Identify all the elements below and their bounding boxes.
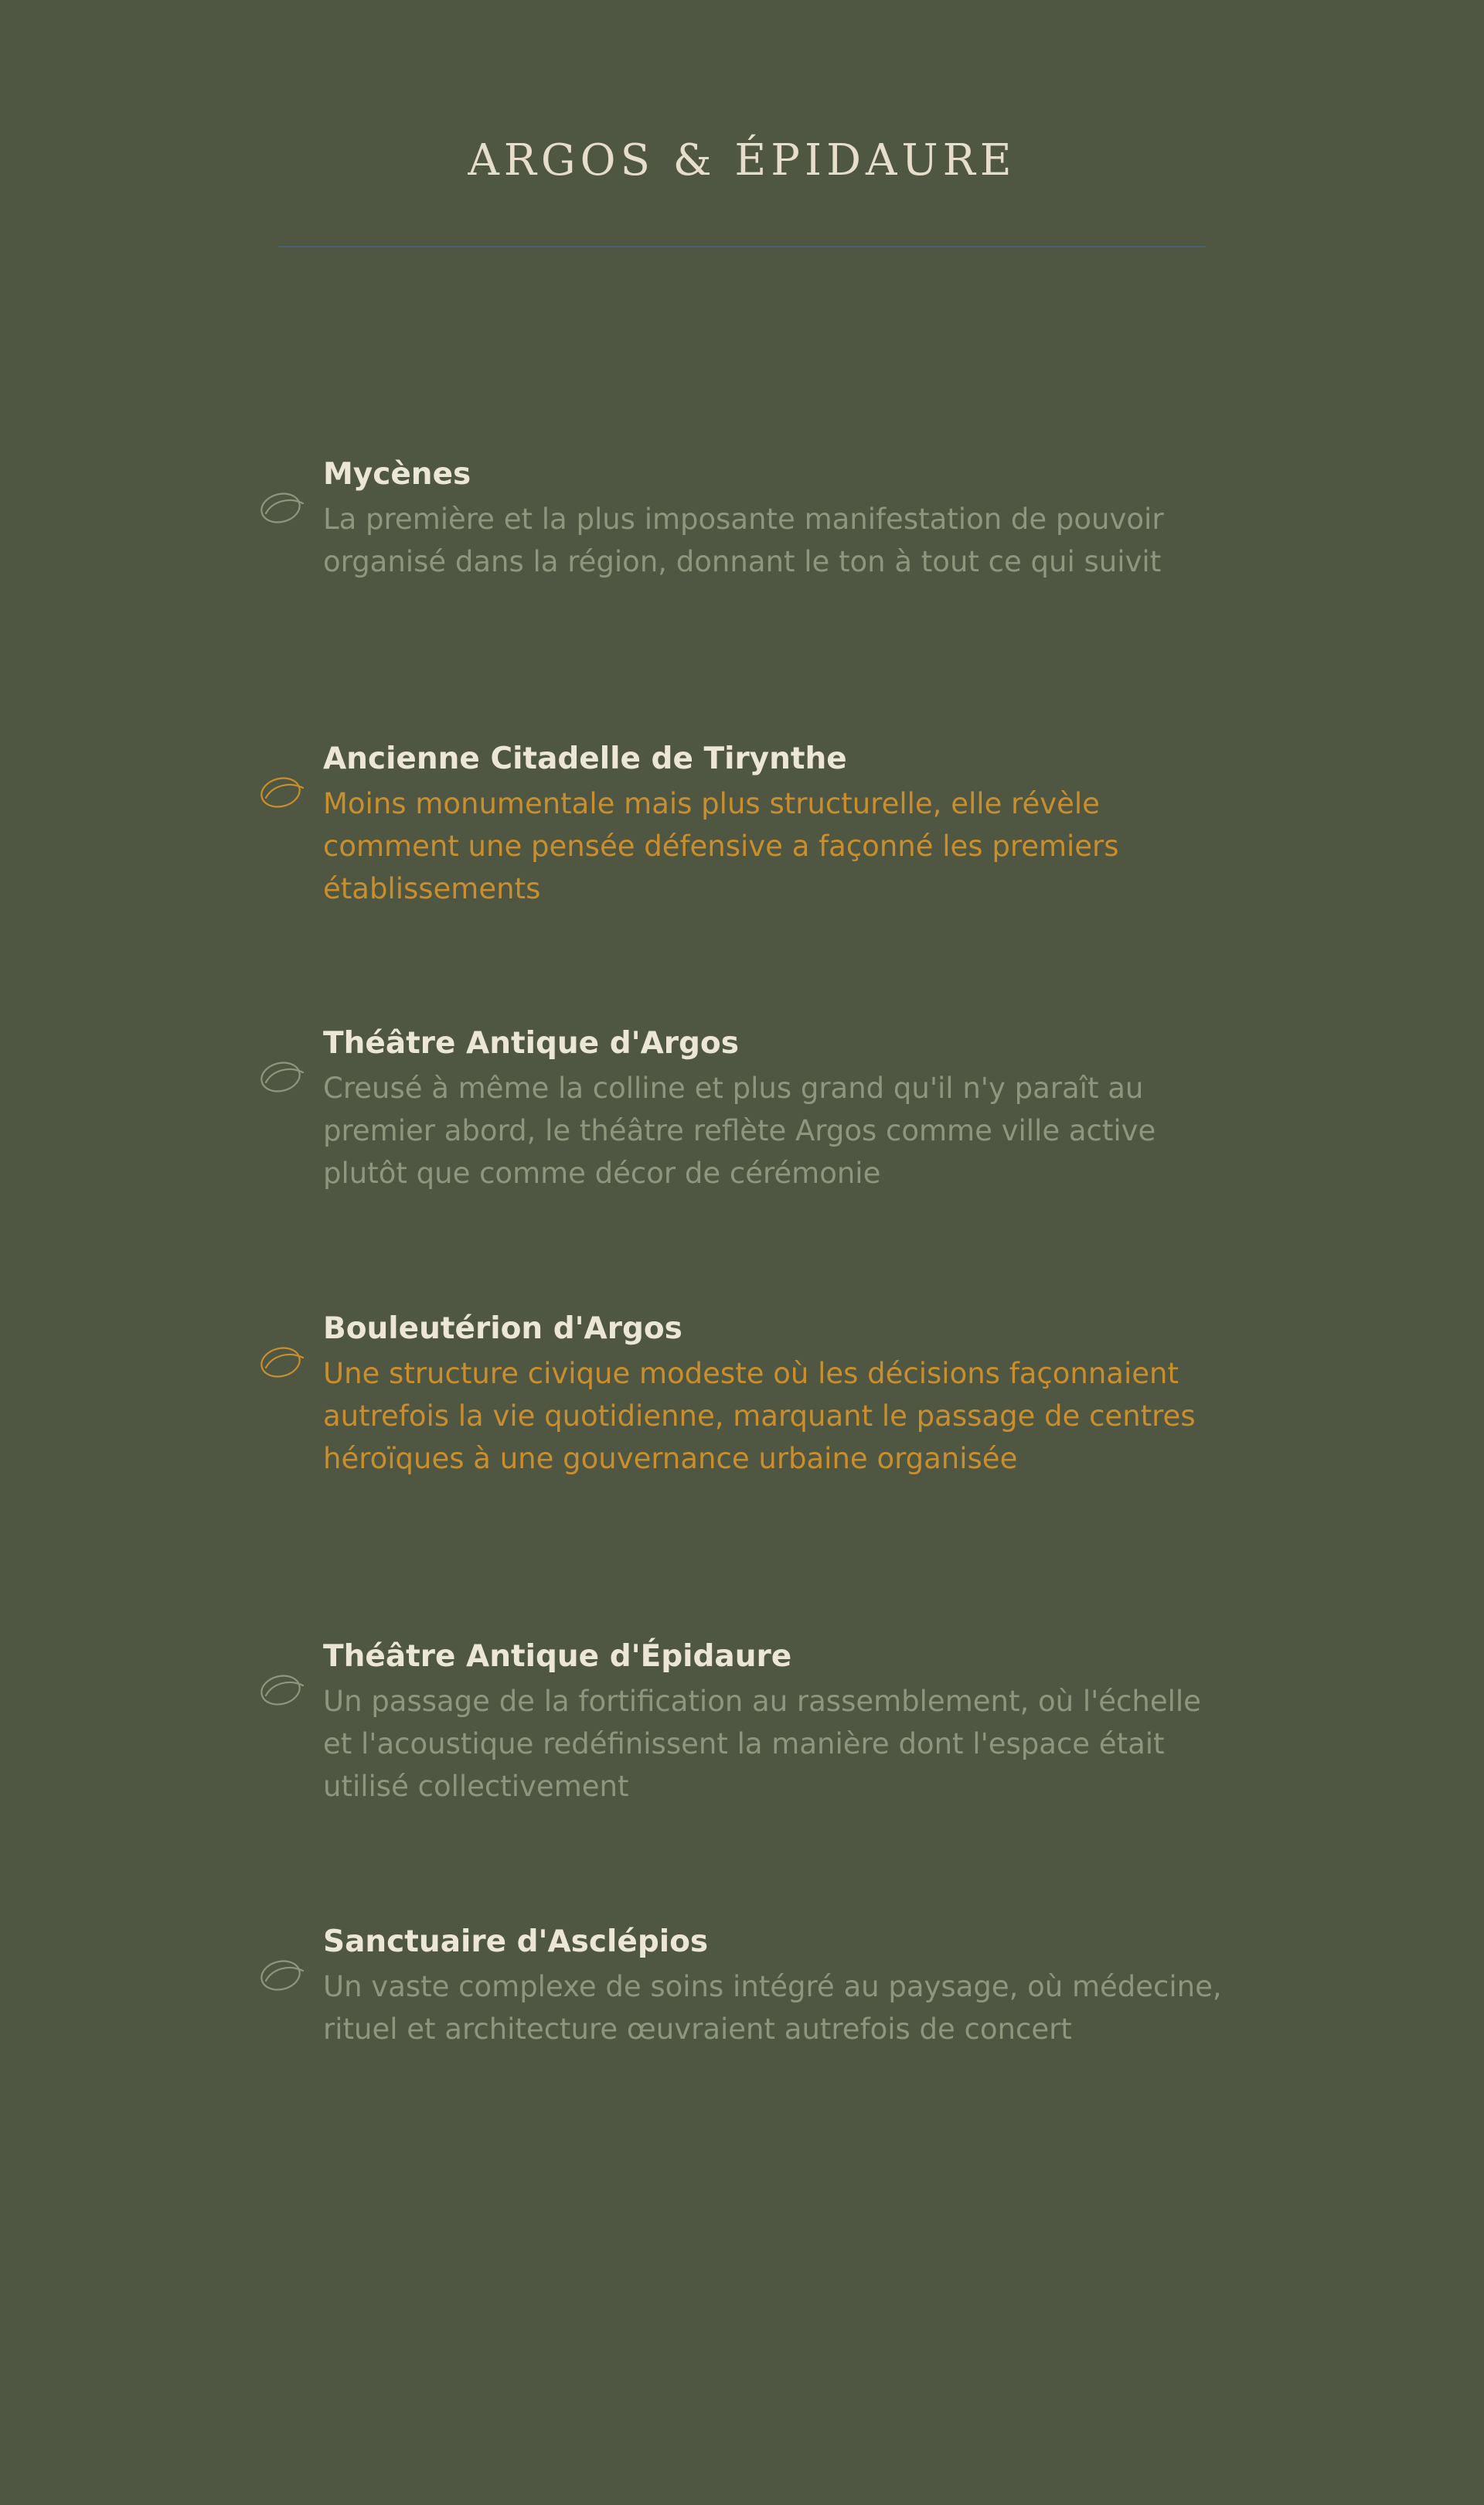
list-item-description: La première et la plus imposante manifestation de pouvoir organisé dans la région, donnant le ton à tout ce qui suivit [323,503,1164,578]
oval-marker-icon [258,773,308,812]
list-item-text [323,1307,1235,1480]
list-item-text [323,737,1235,910]
list-item-title: Bouleutérion d'Argos [323,1311,682,1346]
list-item-text [323,452,1235,583]
list-item-text [323,1634,1235,1808]
list-item-title: Sanctuaire d'Asclépios [323,1924,709,1959]
list-item-description: Moins monumentale mais plus structurelle, elle révèle comment une pensée défensive a façonné les premiers établissements [323,787,1119,905]
list-item-text [323,1920,1235,2050]
oval-marker-icon [258,489,308,527]
oval-marker-icon [258,1671,308,1709]
oval-marker-icon [258,1058,308,1096]
list-item-description: Un vaste complexe de soins intégré au paysage, où médecine, rituel et architecture œuvraient autrefois de concert [323,1970,1222,2046]
list-item-title: Théâtre Antique d'Épidaure [323,1639,792,1674]
list-item-title: Mycènes [323,457,471,492]
list-item-text [323,1021,1235,1195]
oval-marker-icon [258,1343,308,1382]
list-item-description: Une structure civique modeste où les décisions façonnaient autrefois la vie quotidienne, marquant le passage de centres héroïques à une gouvernance urbaine organisée [323,1357,1196,1475]
list-item-description: Creusé à même la colline et plus grand qu'il n'y paraît au premier abord, le théâtre reflète Argos comme ville active plutôt que comme décor de cérémonie [323,1072,1156,1190]
oval-marker-icon [258,1956,308,1995]
page-title: ARGOS & ÉPIDAURE [468,135,1016,186]
list-item-title: Ancienne Citadelle de Tirynthe [323,741,847,776]
list-item-title: Théâtre Antique d'Argos [323,1026,739,1061]
list-item-description: Un passage de la fortification au rassemblement, où l'échelle et l'acoustique redéfinissent la manière dont l'espace était utilisé collectivement [323,1685,1201,1803]
